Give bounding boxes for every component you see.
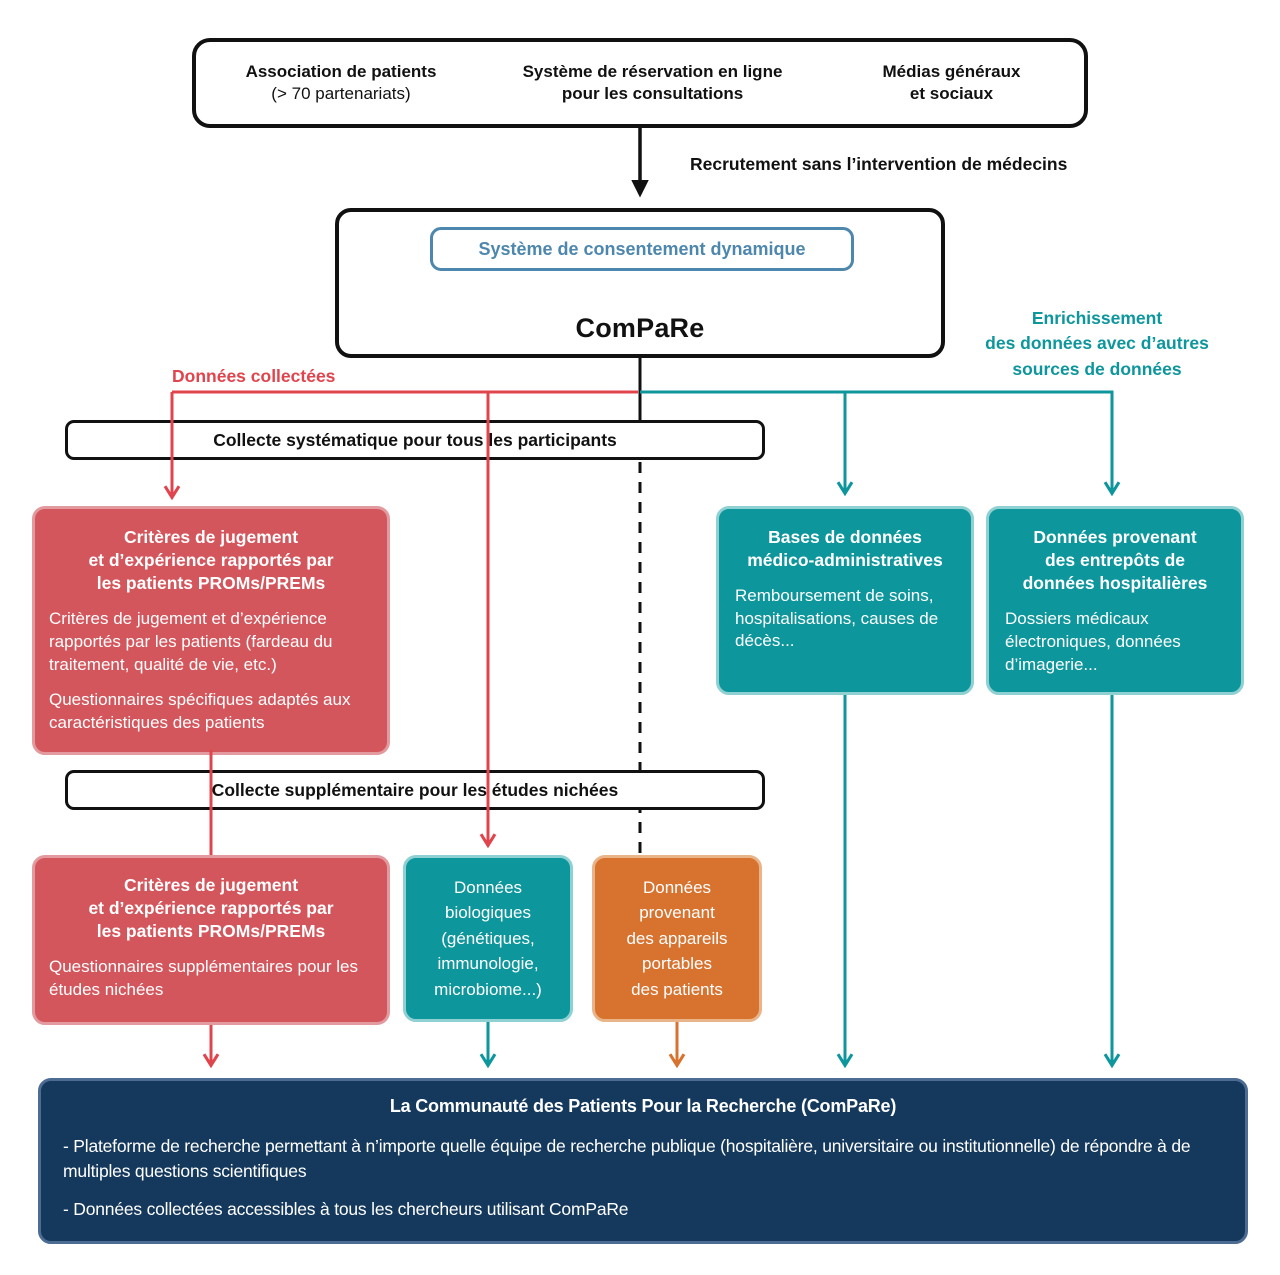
box-title: [735, 526, 955, 572]
recruitment-arrow-label: Recrutement sans l’intervention de médecins: [690, 154, 1068, 174]
text-line: provenant: [639, 903, 715, 923]
source-label: pour les consultations: [561, 84, 744, 103]
source-online-booking: [486, 61, 819, 105]
enrichment-line: des données avec d’autres: [985, 333, 1209, 354]
box-paragraph: Questionnaires spécifiques adaptés aux caractéristiques des patients: [49, 690, 351, 732]
footer-point: - Données collectées accessibles à tous les chercheurs utilisant ComPaRe: [63, 1198, 629, 1219]
source-label: Association de patients: [245, 61, 437, 81]
text-line: (génétiques,: [441, 928, 535, 948]
source-sublabel: (> 70 partenariats): [271, 84, 411, 103]
box-paragraph: Remboursement de soins, hospitalisations, causes de décès...: [735, 586, 939, 651]
footer-title: La Communauté des Patients Pour la Recherche (ComPaRe): [389, 1096, 897, 1116]
compare-box: [335, 208, 945, 358]
title-line: les patients PROMs/PREMs: [96, 921, 326, 942]
title-line: médico-administratives: [747, 550, 943, 571]
text-line: des patients: [631, 979, 723, 999]
title-line: Bases de données: [768, 527, 922, 547]
footer-point: - Plateforme de recherche permettant à n’importe quelle équipe de recherche publique (hospitalière, universitaire ou institutionnelle) de répondre à de multiples questions scientifiques: [63, 1136, 1191, 1181]
admin-databases-box: [716, 506, 974, 695]
text-line: des appareils: [626, 928, 728, 948]
enrichment-label: [947, 306, 1247, 382]
proms-prems-systematic-box: [32, 506, 390, 755]
box-title: [49, 874, 373, 943]
text-line: portables: [642, 954, 712, 974]
title-line: des entrepôts de: [1044, 550, 1186, 571]
compare-title: ComPaRe: [575, 313, 705, 343]
text-line: Données: [642, 877, 712, 897]
source-label: et sociaux: [909, 84, 994, 103]
wearables-data-box: [592, 855, 762, 1022]
title-line: Critères de jugement: [123, 527, 299, 547]
systematic-collection-bar: Collecte systématique pour tous les participants: [65, 420, 765, 460]
text-line: Données: [453, 877, 523, 897]
box-title: [1005, 526, 1225, 595]
text-line: immunologie,: [437, 954, 539, 974]
supplementary-collection-bar: Collecte supplémentaire pour les études nichées: [65, 770, 765, 810]
title-line: les patients PROMs/PREMs: [96, 573, 326, 594]
proms-prems-nested-box: [32, 855, 390, 1025]
source-media: [819, 61, 1084, 105]
box-text: [434, 875, 542, 1003]
title-line: et d’expérience rapportés par: [88, 898, 334, 919]
title-line: Critères de jugement: [123, 875, 299, 895]
box-paragraph: Critères de jugement et d’expérience rapportés par les patients (fardeau du traitement, qualité de vie, etc.): [49, 609, 333, 674]
box-paragraph: Dossiers médicaux électroniques, données d’imagerie...: [1005, 609, 1181, 674]
dynamic-consent-box: Système de consentement dynamique: [430, 227, 854, 271]
collected-data-label: Données collectées: [172, 366, 336, 386]
enrichment-line: sources de données: [1012, 358, 1182, 379]
source-patient-associations: [196, 61, 486, 105]
hospital-warehouse-box: [986, 506, 1244, 695]
box-title: [49, 526, 373, 595]
box-paragraph: Questionnaires supplémentaires pour les études nichées: [49, 957, 359, 999]
recruitment-sources-box: [192, 38, 1088, 128]
enrichment-line: Enrichissement: [1031, 308, 1163, 328]
text-line: biologiques: [444, 903, 531, 923]
text-line: microbiome...): [434, 979, 542, 999]
box-text: [626, 875, 727, 1003]
title-line: données hospitalières: [1022, 573, 1208, 594]
compare-community-box: [38, 1078, 1248, 1244]
title-line: Données provenant: [1033, 527, 1197, 547]
title-line: et d’expérience rapportés par: [88, 550, 334, 571]
source-label: Système de réservation en ligne: [522, 61, 783, 81]
source-label: Médias généraux: [882, 61, 1021, 81]
biological-data-box: [403, 855, 573, 1022]
